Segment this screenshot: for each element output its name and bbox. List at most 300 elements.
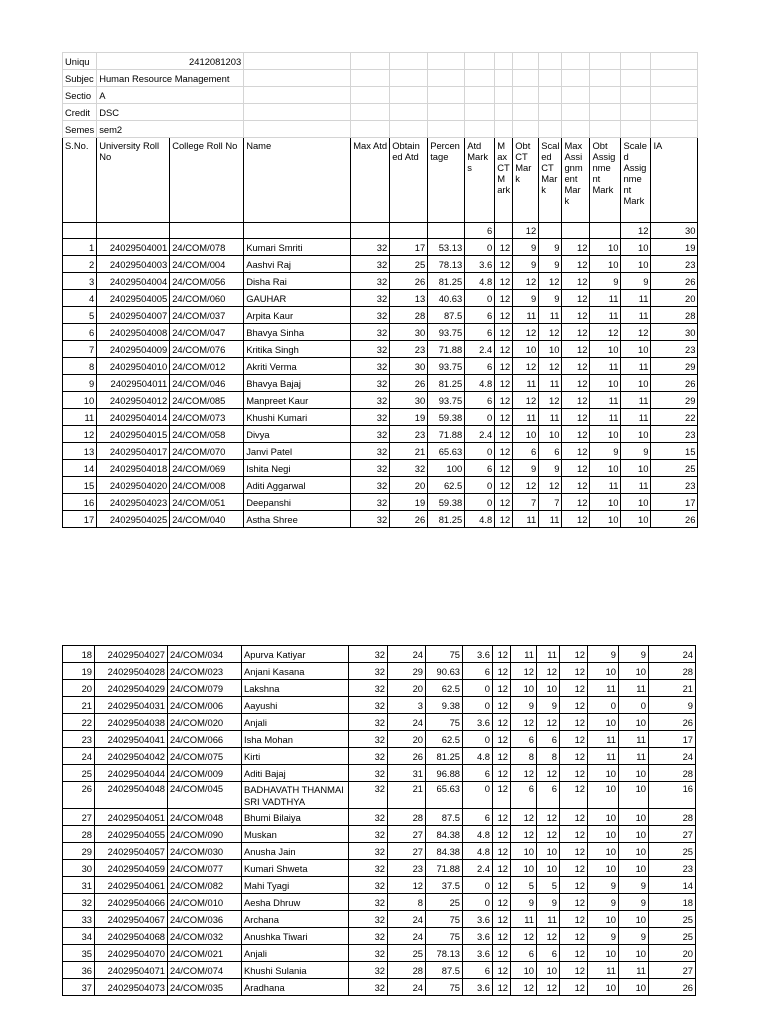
cell-scal-ed-ct-mar-k: 12	[537, 714, 560, 731]
cell-obtain-ed-atd: 26	[390, 511, 428, 528]
cell-obt-assig-nme-nt-mark: 11	[590, 409, 621, 426]
cell-max-atd: 32	[351, 409, 390, 426]
cell-atd-mark-s: 0	[463, 697, 493, 714]
cell-s-no: 31	[63, 877, 95, 894]
cell-obt-assig-nme-nt-mark: 11	[590, 392, 621, 409]
empty-cell	[513, 87, 539, 104]
cell-obtain-ed-atd: 32	[390, 460, 428, 477]
cell-ia: 26	[649, 714, 696, 731]
empty-cell	[390, 53, 428, 70]
cell-max-assi-gnm-ent-mar-k: 12	[560, 782, 588, 809]
cell-obt-assig-nme-nt-mark: 10	[588, 860, 619, 877]
cell-ia: 26	[649, 979, 696, 996]
cell-ia: 26	[651, 511, 698, 528]
cell-ia: 23	[651, 256, 698, 273]
cell-scal-ed-ct-mar-k: 12	[539, 358, 562, 375]
cell-obt-assig-nme-nt-mark: 12	[590, 324, 621, 341]
cell-obt-ct-mar-k: 10	[511, 860, 537, 877]
cell-college-roll-no: 24/COM/046	[170, 375, 244, 392]
cell-obtain-ed-atd: 17	[390, 239, 428, 256]
max-mark-cell	[590, 223, 621, 239]
cell-s-no: 23	[63, 731, 95, 748]
cell-obt-ct-mar-k: 7	[513, 494, 539, 511]
cell-max-assi-gnm-ent-mar-k: 12	[560, 877, 588, 894]
cell-scal-ed-ct-mar-k: 6	[537, 945, 560, 962]
cell-percen-tage: 81.25	[426, 748, 463, 765]
cell-obt-assig-nme-nt-mark: 10	[588, 765, 619, 782]
cell-obtain-ed-atd: 28	[388, 962, 426, 979]
cell-name: Anushka Tiwari	[242, 928, 349, 945]
student-row	[63, 511, 698, 528]
cell-max-assi-gnm-ent-mar-k: 12	[560, 748, 588, 765]
cell-scal-ed-ct-mar-k: 7	[539, 494, 562, 511]
cell-scale-d-assig-nme-nt-mark: 10	[621, 511, 651, 528]
cell-obt-assig-nme-nt-mark: 10	[590, 341, 621, 358]
student-row	[63, 646, 696, 663]
cell-university-roll-no: 24029504003	[97, 256, 170, 273]
empty-cell	[465, 121, 495, 138]
cell-atd-mark-s: 0	[465, 290, 495, 307]
cell-percen-tage: 75	[426, 928, 463, 945]
max-mark-cell	[351, 223, 390, 239]
cell-college-roll-no: 24/COM/040	[170, 511, 244, 528]
cell-m-ax-ct-m-ark: 12	[495, 358, 513, 375]
cell-obtain-ed-atd: 26	[390, 273, 428, 290]
cell-obtain-ed-atd: 23	[390, 341, 428, 358]
cell-max-assi-gnm-ent-mar-k: 12	[562, 290, 590, 307]
cell-percen-tage: 37.5	[426, 877, 463, 894]
cell-atd-mark-s: 4.8	[465, 375, 495, 392]
cell-obt-assig-nme-nt-mark: 11	[588, 680, 619, 697]
cell-atd-mark-s: 0	[465, 494, 495, 511]
cell-s-no: 24	[63, 748, 95, 765]
cell-max-atd: 32	[349, 979, 388, 996]
cell-name: Aradhana	[242, 979, 349, 996]
cell-college-roll-no: 24/COM/045	[168, 782, 242, 809]
cell-max-atd: 32	[351, 256, 390, 273]
meta-label: Semes	[63, 121, 97, 138]
cell-obt-assig-nme-nt-mark: 10	[588, 782, 619, 809]
cell-scale-d-assig-nme-nt-mark: 10	[619, 809, 649, 826]
cell-max-atd: 32	[351, 273, 390, 290]
cell-university-roll-no: 24029504068	[95, 928, 168, 945]
student-row	[63, 782, 696, 809]
cell-s-no: 19	[63, 663, 95, 680]
cell-max-atd: 32	[351, 392, 390, 409]
max-mark-cell	[170, 223, 244, 239]
cell-ia: 24	[649, 646, 696, 663]
cell-max-assi-gnm-ent-mar-k: 12	[562, 273, 590, 290]
cell-ia: 17	[649, 731, 696, 748]
cell-percen-tage: 90.63	[426, 663, 463, 680]
marks-table-page2	[62, 645, 696, 996]
cell-university-roll-no: 24029504023	[97, 494, 170, 511]
cell-m-ax-ct-m-ark: 12	[495, 392, 513, 409]
cell-college-roll-no: 24/COM/082	[168, 877, 242, 894]
cell-obt-assig-nme-nt-mark: 11	[588, 962, 619, 979]
cell-atd-mark-s: 4.8	[463, 843, 493, 860]
cell-m-ax-ct-m-ark: 12	[493, 979, 511, 996]
student-row	[63, 663, 696, 680]
cell-m-ax-ct-m-ark: 12	[493, 962, 511, 979]
cell-obtain-ed-atd: 23	[390, 426, 428, 443]
cell-name: Anjali	[242, 945, 349, 962]
cell-scal-ed-ct-mar-k: 11	[539, 307, 562, 324]
cell-name: Bhavya Sinha	[244, 324, 351, 341]
cell-m-ax-ct-m-ark: 12	[493, 877, 511, 894]
cell-max-assi-gnm-ent-mar-k: 12	[560, 962, 588, 979]
student-row	[63, 375, 698, 392]
cell-s-no: 18	[63, 646, 95, 663]
student-rows	[63, 239, 698, 528]
empty-cell	[465, 104, 495, 121]
empty-cell	[513, 70, 539, 87]
cell-name: GAUHAR	[244, 290, 351, 307]
max-mark-cell	[428, 223, 465, 239]
cell-max-assi-gnm-ent-mar-k: 12	[560, 843, 588, 860]
cell-ia: 9	[649, 697, 696, 714]
header-section	[63, 138, 698, 239]
cell-max-atd: 32	[349, 809, 388, 826]
cell-max-assi-gnm-ent-mar-k: 12	[560, 860, 588, 877]
cell-university-roll-no: 24029504031	[95, 697, 168, 714]
cell-university-roll-no: 24029504018	[97, 460, 170, 477]
cell-obt-assig-nme-nt-mark: 9	[590, 273, 621, 290]
cell-scal-ed-ct-mar-k: 10	[539, 426, 562, 443]
cell-s-no: 22	[63, 714, 95, 731]
cell-s-no: 20	[63, 680, 95, 697]
cell-percen-tage: 81.25	[428, 511, 465, 528]
cell-college-roll-no: 24/COM/048	[168, 809, 242, 826]
cell-obt-ct-mar-k: 10	[511, 843, 537, 860]
meta-section	[63, 53, 698, 138]
student-row	[63, 460, 698, 477]
cell-college-roll-no: 24/COM/021	[168, 945, 242, 962]
cell-percen-tage: 93.75	[428, 392, 465, 409]
cell-m-ax-ct-m-ark: 12	[493, 826, 511, 843]
cell-max-atd: 32	[349, 945, 388, 962]
cell-obtain-ed-atd: 24	[388, 979, 426, 996]
cell-ia: 30	[651, 324, 698, 341]
cell-obt-ct-mar-k: 12	[511, 714, 537, 731]
cell-obt-ct-mar-k: 6	[511, 731, 537, 748]
cell-ia: 25	[649, 843, 696, 860]
cell-max-assi-gnm-ent-mar-k: 12	[562, 307, 590, 324]
cell-scale-d-assig-nme-nt-mark: 10	[619, 911, 649, 928]
empty-cell	[428, 121, 465, 138]
empty-cell	[651, 121, 698, 138]
cell-s-no: 4	[63, 290, 97, 307]
cell-college-roll-no: 24/COM/056	[170, 273, 244, 290]
cell-obt-ct-mar-k: 5	[511, 877, 537, 894]
empty-cell	[562, 70, 590, 87]
student-row	[63, 877, 696, 894]
cell-obtain-ed-atd: 21	[388, 782, 426, 809]
cell-max-assi-gnm-ent-mar-k: 12	[562, 341, 590, 358]
cell-scal-ed-ct-mar-k: 12	[539, 273, 562, 290]
cell-percen-tage: 65.63	[428, 443, 465, 460]
cell-scale-d-assig-nme-nt-mark: 9	[619, 894, 649, 911]
cell-obt-ct-mar-k: 9	[513, 239, 539, 256]
max-mark-cell	[63, 223, 97, 239]
cell-percen-tage: 87.5	[426, 809, 463, 826]
empty-cell	[428, 104, 465, 121]
cell-obt-ct-mar-k: 12	[511, 826, 537, 843]
cell-atd-mark-s: 3.6	[463, 911, 493, 928]
cell-obt-ct-mar-k: 12	[511, 809, 537, 826]
empty-cell	[590, 104, 621, 121]
cell-obt-ct-mar-k: 12	[511, 663, 537, 680]
cell-obtain-ed-atd: 27	[388, 826, 426, 843]
cell-university-roll-no: 24029504071	[95, 962, 168, 979]
cell-name: Arpita Kaur	[244, 307, 351, 324]
cell-ia: 23	[651, 341, 698, 358]
empty-cell	[590, 70, 621, 87]
cell-obt-ct-mar-k: 10	[513, 341, 539, 358]
max-marks-row	[63, 223, 698, 239]
cell-obt-assig-nme-nt-mark: 10	[590, 460, 621, 477]
cell-percen-tage: 65.63	[426, 782, 463, 809]
cell-name: Aayushi	[242, 697, 349, 714]
header-cell: M ax CT M ark	[495, 138, 513, 223]
cell-s-no: 35	[63, 945, 95, 962]
cell-max-atd: 32	[349, 928, 388, 945]
cell-obtain-ed-atd: 19	[390, 409, 428, 426]
cell-percen-tage: 25	[426, 894, 463, 911]
cell-scal-ed-ct-mar-k: 6	[537, 731, 560, 748]
cell-obt-assig-nme-nt-mark: 9	[590, 443, 621, 460]
max-mark-cell	[539, 223, 562, 239]
cell-name: Bhumi Bilaiya	[242, 809, 349, 826]
empty-cell	[651, 87, 698, 104]
empty-cell	[539, 87, 562, 104]
cell-max-assi-gnm-ent-mar-k: 12	[560, 826, 588, 843]
cell-name: Lakshna	[242, 680, 349, 697]
cell-obtain-ed-atd: 24	[388, 911, 426, 928]
cell-ia: 16	[649, 782, 696, 809]
cell-name: Anjani Kasana	[242, 663, 349, 680]
student-row	[63, 290, 698, 307]
cell-university-roll-no: 24029504027	[95, 646, 168, 663]
meta-row	[63, 104, 698, 121]
cell-university-roll-no: 24029504025	[97, 511, 170, 528]
empty-cell	[244, 87, 351, 104]
cell-ia: 20	[649, 945, 696, 962]
cell-university-roll-no: 24029504011	[97, 375, 170, 392]
cell-university-roll-no: 24029504008	[97, 324, 170, 341]
cell-obt-assig-nme-nt-mark: 10	[590, 426, 621, 443]
cell-m-ax-ct-m-ark: 12	[493, 911, 511, 928]
cell-max-atd: 32	[349, 911, 388, 928]
cell-obt-ct-mar-k: 11	[511, 646, 537, 663]
cell-scale-d-assig-nme-nt-mark: 10	[621, 375, 651, 392]
cell-max-assi-gnm-ent-mar-k: 12	[562, 409, 590, 426]
cell-name: Khushi Sulania	[242, 962, 349, 979]
meta-label: Credit	[63, 104, 97, 121]
cell-max-atd: 32	[351, 239, 390, 256]
cell-college-roll-no: 24/COM/020	[168, 714, 242, 731]
cell-scal-ed-ct-mar-k: 11	[539, 511, 562, 528]
cell-ia: 25	[649, 911, 696, 928]
meta-row	[63, 70, 698, 87]
cell-max-assi-gnm-ent-mar-k: 12	[562, 392, 590, 409]
cell-obt-ct-mar-k: 11	[511, 911, 537, 928]
cell-obt-ct-mar-k: 12	[513, 477, 539, 494]
cell-obtain-ed-atd: 28	[390, 307, 428, 324]
empty-cell	[244, 70, 351, 87]
cell-max-assi-gnm-ent-mar-k: 12	[560, 911, 588, 928]
cell-college-roll-no: 24/COM/012	[170, 358, 244, 375]
cell-atd-mark-s: 2.4	[465, 341, 495, 358]
cell-percen-tage: 87.5	[426, 962, 463, 979]
cell-college-roll-no: 24/COM/010	[168, 894, 242, 911]
cell-m-ax-ct-m-ark: 12	[495, 477, 513, 494]
cell-ia: 19	[651, 239, 698, 256]
empty-cell	[590, 87, 621, 104]
cell-scale-d-assig-nme-nt-mark: 10	[619, 782, 649, 809]
cell-name: Disha Rai	[244, 273, 351, 290]
cell-max-assi-gnm-ent-mar-k: 12	[560, 731, 588, 748]
cell-atd-mark-s: 4.8	[465, 511, 495, 528]
cell-obt-assig-nme-nt-mark: 10	[590, 494, 621, 511]
cell-name: Isha Mohan	[242, 731, 349, 748]
cell-m-ax-ct-m-ark: 12	[495, 494, 513, 511]
empty-cell	[351, 70, 390, 87]
cell-max-assi-gnm-ent-mar-k: 12	[560, 714, 588, 731]
cell-max-assi-gnm-ent-mar-k: 12	[560, 894, 588, 911]
student-row	[63, 307, 698, 324]
cell-scale-d-assig-nme-nt-mark: 9	[619, 646, 649, 663]
cell-percen-tage: 75	[426, 979, 463, 996]
student-rows-continued	[63, 646, 696, 996]
cell-scale-d-assig-nme-nt-mark: 10	[621, 341, 651, 358]
cell-scale-d-assig-nme-nt-mark: 12	[621, 324, 651, 341]
cell-obt-assig-nme-nt-mark: 11	[590, 358, 621, 375]
cell-m-ax-ct-m-ark: 12	[493, 731, 511, 748]
cell-max-atd: 32	[349, 646, 388, 663]
cell-obtain-ed-atd: 24	[388, 646, 426, 663]
cell-s-no: 9	[63, 375, 97, 392]
student-row	[63, 341, 698, 358]
cell-atd-mark-s: 6	[465, 307, 495, 324]
cell-atd-mark-s: 4.8	[463, 826, 493, 843]
cell-obtain-ed-atd: 28	[388, 809, 426, 826]
student-row	[63, 273, 698, 290]
cell-s-no: 15	[63, 477, 97, 494]
cell-atd-mark-s: 0	[465, 477, 495, 494]
empty-cell	[390, 70, 428, 87]
cell-percen-tage: 93.75	[428, 324, 465, 341]
max-mark-cell	[495, 223, 513, 239]
empty-cell	[428, 53, 465, 70]
empty-cell	[244, 121, 351, 138]
cell-scale-d-assig-nme-nt-mark: 10	[619, 663, 649, 680]
cell-max-assi-gnm-ent-mar-k: 12	[560, 945, 588, 962]
cell-max-atd: 32	[349, 714, 388, 731]
cell-m-ax-ct-m-ark: 12	[493, 680, 511, 697]
cell-scal-ed-ct-mar-k: 11	[539, 409, 562, 426]
cell-name: Manpreet Kaur	[244, 392, 351, 409]
cell-scale-d-assig-nme-nt-mark: 9	[619, 928, 649, 945]
cell-s-no: 7	[63, 341, 97, 358]
cell-scale-d-assig-nme-nt-mark: 11	[621, 477, 651, 494]
cell-scal-ed-ct-mar-k: 9	[539, 256, 562, 273]
cell-obt-assig-nme-nt-mark: 10	[588, 826, 619, 843]
cell-scale-d-assig-nme-nt-mark: 11	[621, 392, 651, 409]
cell-s-no: 27	[63, 809, 95, 826]
cell-s-no: 33	[63, 911, 95, 928]
cell-scale-d-assig-nme-nt-mark: 10	[621, 426, 651, 443]
cell-m-ax-ct-m-ark: 12	[495, 307, 513, 324]
cell-max-atd: 32	[349, 843, 388, 860]
cell-scal-ed-ct-mar-k: 9	[537, 894, 560, 911]
empty-cell	[390, 121, 428, 138]
empty-cell	[539, 121, 562, 138]
cell-college-roll-no: 24/COM/079	[168, 680, 242, 697]
cell-percen-tage: 84.38	[426, 843, 463, 860]
cell-obtain-ed-atd: 19	[390, 494, 428, 511]
student-row	[63, 680, 696, 697]
cell-scal-ed-ct-mar-k: 9	[539, 239, 562, 256]
cell-university-roll-no: 24029504028	[95, 663, 168, 680]
cell-college-roll-no: 24/COM/069	[170, 460, 244, 477]
cell-max-atd: 32	[351, 494, 390, 511]
cell-max-atd: 32	[351, 477, 390, 494]
empty-cell	[621, 87, 651, 104]
cell-university-roll-no: 24029504015	[97, 426, 170, 443]
cell-percen-tage: 78.13	[428, 256, 465, 273]
cell-obt-ct-mar-k: 8	[511, 748, 537, 765]
cell-max-assi-gnm-ent-mar-k: 12	[560, 928, 588, 945]
cell-obt-assig-nme-nt-mark: 11	[588, 748, 619, 765]
meta-value: A	[97, 87, 244, 104]
cell-max-assi-gnm-ent-mar-k: 12	[562, 477, 590, 494]
student-row	[63, 860, 696, 877]
cell-obt-assig-nme-nt-mark: 10	[590, 511, 621, 528]
cell-obtain-ed-atd: 27	[388, 843, 426, 860]
cell-max-atd: 32	[351, 307, 390, 324]
cell-s-no: 28	[63, 826, 95, 843]
cell-obt-assig-nme-nt-mark: 10	[588, 809, 619, 826]
student-row	[63, 826, 696, 843]
cell-s-no: 14	[63, 460, 97, 477]
cell-atd-mark-s: 3.6	[463, 928, 493, 945]
empty-cell	[590, 121, 621, 138]
cell-m-ax-ct-m-ark: 12	[493, 860, 511, 877]
cell-college-roll-no: 24/COM/090	[168, 826, 242, 843]
cell-percen-tage: 93.75	[428, 358, 465, 375]
empty-cell	[651, 104, 698, 121]
cell-max-assi-gnm-ent-mar-k: 12	[560, 765, 588, 782]
cell-university-roll-no: 24029504004	[97, 273, 170, 290]
cell-obt-ct-mar-k: 12	[511, 765, 537, 782]
cell-max-assi-gnm-ent-mar-k: 12	[562, 460, 590, 477]
header-cell: Name	[244, 138, 351, 223]
cell-obt-assig-nme-nt-mark: 10	[588, 979, 619, 996]
cell-percen-tage: 71.88	[428, 426, 465, 443]
student-row	[63, 979, 696, 996]
max-mark-cell	[562, 223, 590, 239]
cell-s-no: 6	[63, 324, 97, 341]
empty-cell	[495, 87, 513, 104]
cell-m-ax-ct-m-ark: 12	[493, 843, 511, 860]
empty-cell	[539, 53, 562, 70]
cell-percen-tage: 59.38	[428, 409, 465, 426]
cell-m-ax-ct-m-ark: 12	[495, 341, 513, 358]
student-row	[63, 962, 696, 979]
cell-university-roll-no: 24029504005	[97, 290, 170, 307]
cell-name: BADHAVATH THANMAI SRI VADTHYA	[242, 782, 349, 809]
